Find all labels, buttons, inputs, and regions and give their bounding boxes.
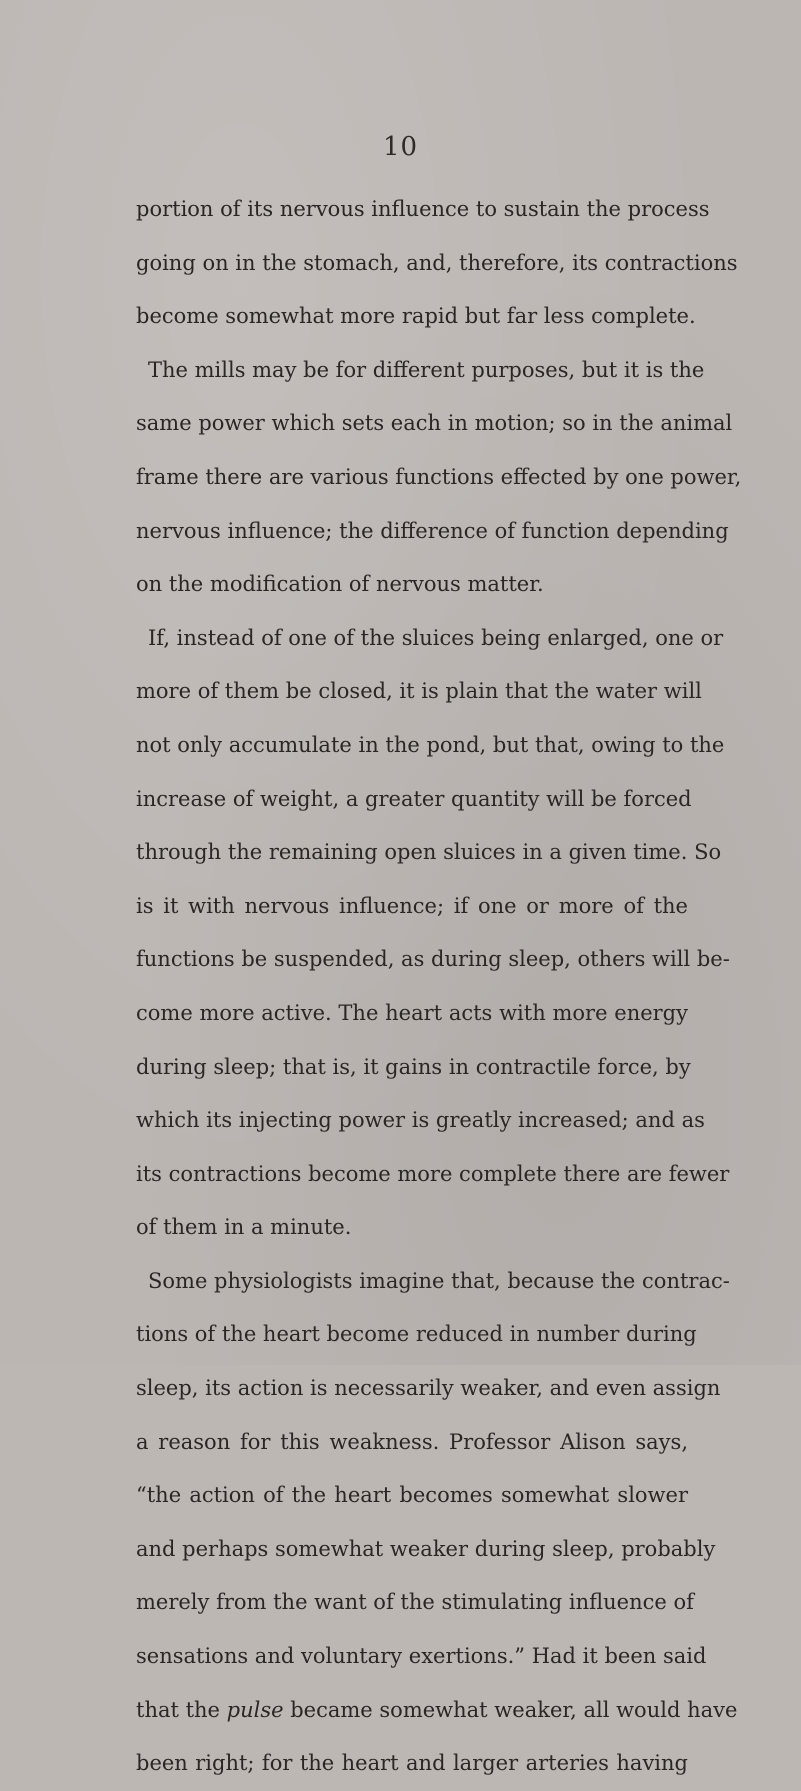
text-line: is it with nervous influence; if one or more of the — [136, 893, 688, 918]
text-line: come more active. The heart acts with more energy — [136, 1000, 688, 1025]
text-line: on the modification of nervous matter. — [136, 572, 544, 597]
text-line: of them in a minute. — [136, 1215, 352, 1240]
text-line-with-italic — [136, 1684, 738, 1738]
italic-word: pulse — [226, 1697, 284, 1722]
text-line: become somewhat more rapid but far less complete. — [136, 304, 696, 329]
text-line: which its injecting power is greatly increased; and as — [136, 1108, 705, 1133]
text-line: tions of the heart become reduced in number during — [136, 1322, 697, 1347]
text-line: nervous influence; the difference of function depending — [136, 518, 729, 543]
text-line: its contractions become more complete there are fewer — [136, 1161, 730, 1186]
text-line: sleep, its action is necessarily weaker, and even assign — [136, 1376, 721, 1401]
text-line: going on in the stomach, and, therefore, its contractions — [136, 250, 738, 275]
text-line: portion of its nervous influence to sustain the process — [136, 197, 710, 221]
text-line: functions be suspended, as during sleep, others will be- — [136, 947, 730, 972]
text-line: The mills may be for different purposes, but it is the — [148, 357, 705, 382]
page-number: 10 — [382, 132, 419, 162]
text-line: more of them be closed, it is plain that the water will — [136, 679, 702, 704]
text-segment: became somewhat weaker, all would have — [283, 1697, 738, 1722]
text-line: not only accumulate in the pond, but that, owing to the — [136, 732, 725, 757]
text-line: same power which sets each in motion; so in the animal — [136, 411, 733, 436]
text-line: Some physiologists imagine that, because the contrac- — [148, 1268, 730, 1293]
text-line: during sleep; that is, it gains in contractile force, by — [136, 1054, 691, 1079]
text-line: a reason for this weakness. Professor Alison says, — [136, 1429, 688, 1454]
text-line: been right; for the heart and larger arteries having — [136, 1751, 688, 1776]
text-segment: that the — [136, 1697, 227, 1722]
body-text — [136, 183, 742, 1791]
text-line: merely from the want of the stimulating influence of — [136, 1590, 694, 1615]
text-line: frame there are various functions effected by one power, — [136, 464, 742, 489]
text-line: increase of weight, a greater quantity will be forced — [136, 786, 692, 811]
text-line: and perhaps somewhat weaker during sleep, probably — [136, 1536, 716, 1561]
text-line: sensations and voluntary exertions.” Had it been said — [136, 1644, 707, 1669]
text-line: If, instead of one of the sluices being enlarged, one or — [148, 625, 724, 650]
text-line: “the action of the heart becomes somewhat slower — [136, 1483, 688, 1508]
text-line: through the remaining open sluices in a given time. So — [136, 840, 722, 865]
